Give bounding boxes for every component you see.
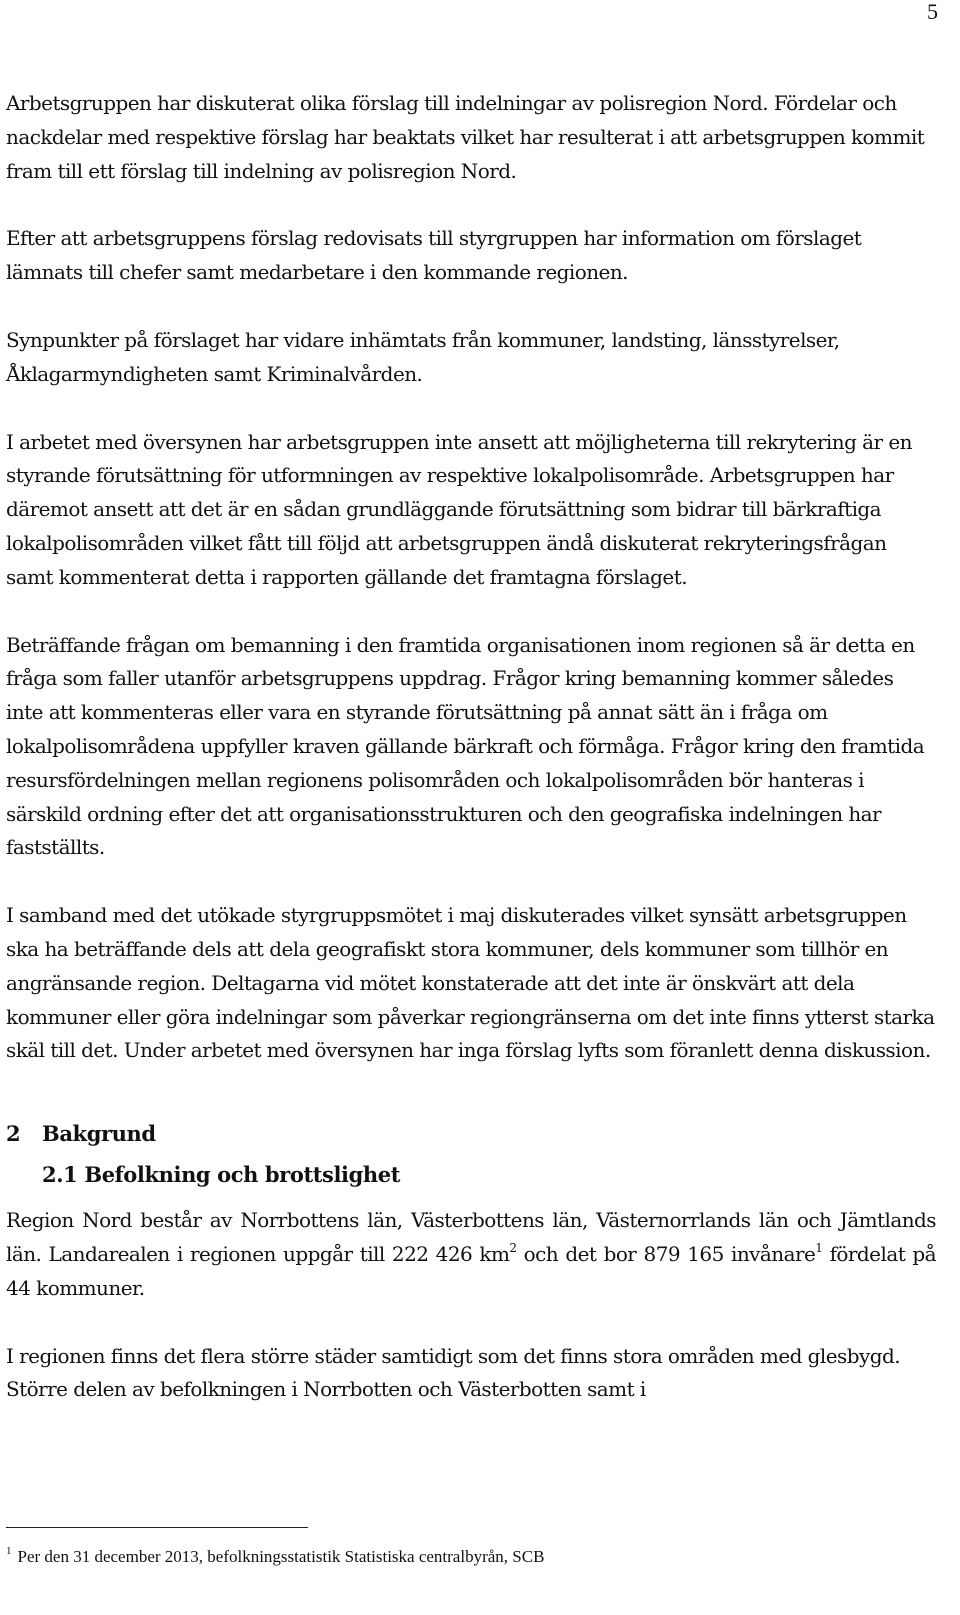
- region-text-3: fördelat på 44 kommuner.: [6, 1241, 937, 1300]
- footnote-reference[interactable]: 1: [815, 1240, 823, 1255]
- footnote-marker: 1: [6, 1545, 12, 1557]
- region-text-1: Region Nord består av Norrbottens län, Västerbottens län, Västernorrlands län och Jämtlands län. Landarealen i regionen uppgår till 222 426 km: [6, 1208, 936, 1266]
- paragraph-discussion: Arbetsgruppen har diskuterat olika förslag till indelningar av polisregion Nord. Fördelar och nackdelar med respektive förslag har beaktats vilket har resulterat i att arbetsgruppen kommit fram till ett förslag till indelning av polisregion Nord.: [6, 91, 925, 183]
- section-title: Bakgrund: [42, 1121, 156, 1147]
- section-number: 2: [6, 1121, 21, 1147]
- paragraph-staffing: Beträffande frågan om bemanning i den framtida organisationen inom regionen så är detta en fråga som faller utanför arbetsgruppens uppdrag. Frågor kring bemanning kommer således inte att kommenteras eller vara en styrande förutsättning på annat sätt än i fråga om lokalpolisområdena uppfyller kraven gällande bärkraft och förmåga. Frågor kring den framtida resursfördelningen mellan regionens polisområden och lokalpolisområden bör hanteras i särskild ordning efter det att organisationsstrukturen och den geografiska indelningen har fastställts.: [6, 632, 925, 860]
- paragraph-information: Efter att arbetsgruppens förslag redovisats till styrgruppen har information om förslaget lämnats till chefer samt medarbetare i den kommande regionen.: [6, 226, 862, 285]
- page-number: 5: [927, 0, 938, 24]
- paragraph-cities: I regionen finns det flera större städer samtidigt som det finns stora områden med glesbygd. Större delen av befolkningen i Norrbotten och Västerbotten samt i: [6, 1343, 901, 1402]
- paragraph-recruitment: I arbetet med översynen har arbetsgruppen inte ansett att möjligheterna till rekrytering är en styrande förutsättning för utformningen av respektive lokalpolisområde. Arbetsgruppen har däremot ansett att det är en sådan grundläggande förutsättning som bidrar till bärkraftiga lokalpolisområden vilket fått till följd att arbetsgruppen ändå diskuterat rekryteringsfrågan samt kommenterat detta i rapporten gällande det framtagna förslaget.: [6, 429, 912, 589]
- document-body: [6, 87, 936, 1441]
- square-superscript: 2: [509, 1240, 517, 1255]
- region-text-2: och det bor 879 165 invånare: [516, 1241, 816, 1266]
- footnote-divider: [6, 1527, 308, 1528]
- subsection-heading: [42, 1160, 936, 1190]
- subsection-number: 2.1: [42, 1162, 78, 1188]
- paragraph-viewpoints: Synpunkter på förslaget har vidare inhämtats från kommuner, landsting, länsstyrelser, Åklagarmyndigheten samt Kriminalvården.: [6, 327, 840, 386]
- footnote-text: Per den 31 december 2013, befolkningsstatistik Statistiska centralbyrån, SCB: [17, 1547, 545, 1566]
- section-heading: [6, 1116, 936, 1152]
- paragraph-municipalities: I samband med det utökade styrgruppsmötet i maj diskuterades vilket synsätt arbetsgruppen ska ha beträffande dels att dela geografiskt stora kommuner, dels kommuner som tillhör en angränsande region. Deltagarna vid mötet konstaterade att det inte är önskvärt att dela kommuner eller göra indelningar som påverkar regiongränserna om det inte finns ytterst starka skäl till det. Under arbetet med översynen har inga förslag lyfts som föranlett denna diskussion.: [6, 903, 935, 1063]
- subsection-title: Befolkning och brottslighet: [84, 1162, 401, 1188]
- paragraph-region: [6, 1204, 936, 1305]
- footnote: [6, 1546, 544, 1568]
